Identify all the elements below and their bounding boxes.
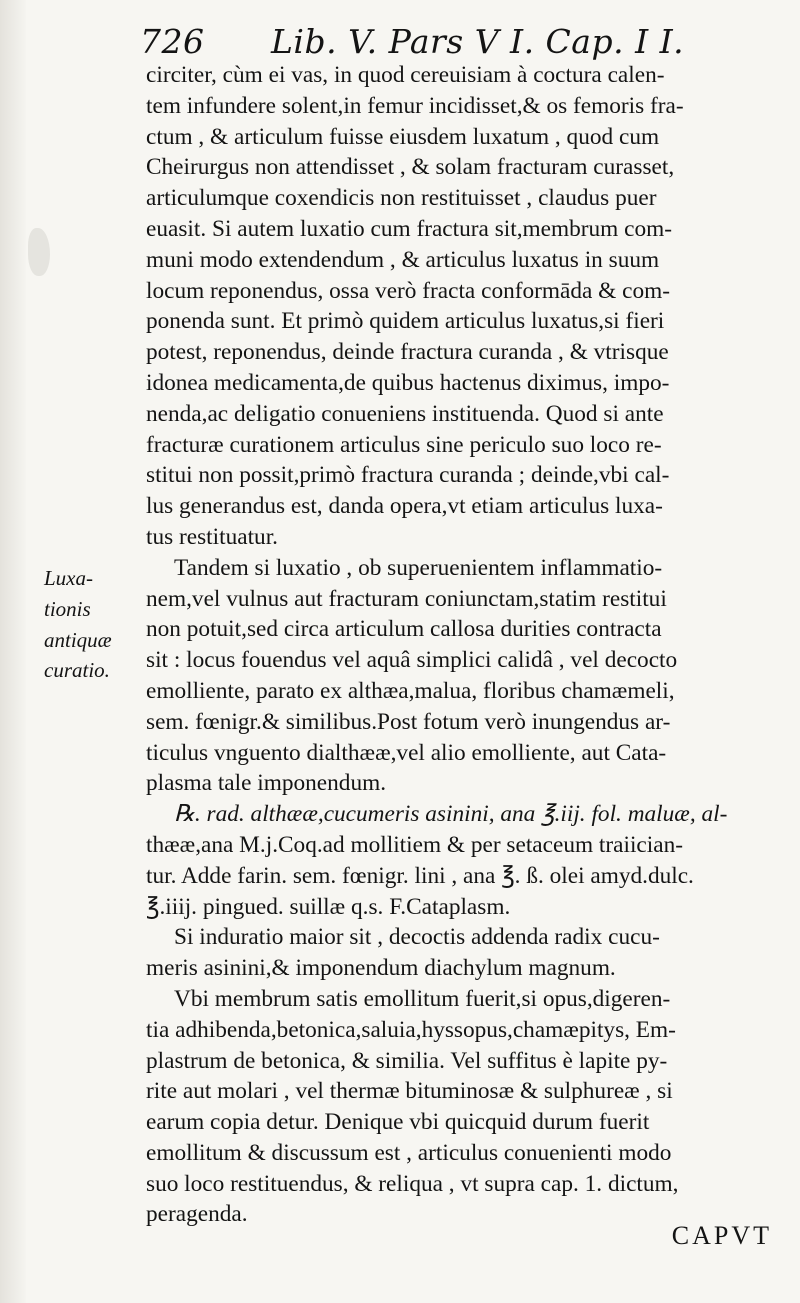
page-gutter (0, 0, 26, 1303)
running-title: Lib. V. Pars V I. Cap. I I. (271, 22, 685, 61)
text-line: tur. Adde farin. sem. fœnigr. lini , ana ℥. ß. olei amyd.dulc. (146, 862, 694, 889)
margin-note-line: antiquæ (44, 627, 112, 652)
text-line: plastrum de betonica, & similia. Vel suffitus è lapite py- (146, 1047, 668, 1074)
text-line: ℞. rad. althææ,cucumeris asinini, ana ℥.iij. fol. maluæ, al- (174, 801, 728, 828)
text-line: lus generandus est, danda opera,vt etiam articulus luxa- (146, 493, 663, 520)
text-line: sit : locus fouendus vel aquâ simplici calidâ , vel decocto (146, 647, 678, 674)
text-line: ℥.iiij. pingued. suillæ q.s. F.Cataplasm. (146, 893, 511, 920)
text-line: emolliente, parato ex althæa,malua, floribus chamæmeli, (146, 677, 675, 704)
text-line: locum reponendus, ossa verò fracta conformāda & com- (146, 277, 670, 304)
text-line: earum copia detur. Denique vbi quicquid durum fuerit (146, 1109, 650, 1136)
text-line: emollitum & discussum est , articulus conuenienti modo (146, 1139, 672, 1166)
text-line: idonea medicamenta,de quibus hactenus diximus, impo- (146, 369, 670, 396)
text-line: Si induratio maior sit , decoctis addenda radix cucu- (174, 924, 660, 951)
page-number: 726 (140, 22, 205, 61)
text-line: thææ,ana M.j.Coq.ad mollitiem & per setaceum traiician- (146, 831, 683, 858)
text-line: circiter, cùm ei vas, in quod cereuisiam à coctura calen- (146, 62, 665, 88)
text-line: plasma tale imponendum. (146, 770, 387, 797)
text-line: articulumque coxendicis non restituisset , claudus puer (146, 185, 657, 212)
text-line: nenda,ac deligatio conueniens instituenda. Quod si ante (146, 400, 664, 427)
text-line: ticulus vnguento dialthææ,vel alio emolliente, aut Cata- (146, 739, 667, 766)
margin-note-line: curatio. (44, 658, 110, 683)
text-line: tem infundere solent,in femur incidisset,& os femoris fra- (146, 92, 684, 119)
margin-note (44, 563, 144, 686)
text-line: fracturæ curationem articulus sine periculo suo loco re- (146, 431, 662, 458)
text-line: rite aut molari , vel thermæ bituminosæ & sulphureæ , si (146, 1078, 673, 1105)
text-line: Vbi membrum satis emollitum fuerit,si opus,digeren- (174, 985, 671, 1012)
body-text (146, 60, 766, 1230)
paper-stain (28, 228, 50, 276)
text-line: peragenda. (146, 1201, 248, 1228)
text-line: tus restituatur. (146, 523, 279, 550)
text-line: euasit. Si autem luxatio cum fractura sit,membrum com- (146, 215, 672, 242)
text-line: ctum , & articulum fuisse eiusdem luxatum , quod cum (146, 123, 660, 150)
text-line: stitui non possit,primò fractura curanda ; deinde,vbi cal- (146, 462, 670, 489)
text-line: nem,vel vulnus aut fracturam coniunctam,statim restitui (146, 585, 667, 612)
text-line: Cheirurgus non attendisset , & solam fracturam curasset, (146, 154, 675, 181)
text-line: sem. fœnigr.& similibus.Post fotum verò inungendus ar- (146, 708, 671, 735)
text-line: tia adhibenda,betonica,saluia,hyssopus,chamæpitys, Em- (146, 1016, 676, 1043)
text-line: Tandem si luxatio , ob superuenientem inflammatio- (174, 554, 663, 581)
running-header (140, 22, 780, 61)
text-line: non potuit,sed circa articulum callosa durities contracta (146, 616, 662, 643)
text-line: meris asinini,& imponendum diachylum magnum. (146, 955, 616, 982)
margin-note-line: Luxa- (44, 566, 93, 590)
text-line: potest, reponendus, deinde fractura curanda , & vtrisque (146, 339, 669, 366)
text-line: suo loco restituendus, & reliqua , vt supra cap. 1. dictum, (146, 1170, 679, 1197)
catchword: CAPVT (671, 1221, 772, 1250)
text-line: muni modo extendendum , & articulus luxatus in suum (146, 246, 660, 273)
margin-note-line: tionis (44, 596, 91, 621)
text-line: ponenda sunt. Et primò quidem articulus luxatus,si fieri (146, 308, 665, 335)
